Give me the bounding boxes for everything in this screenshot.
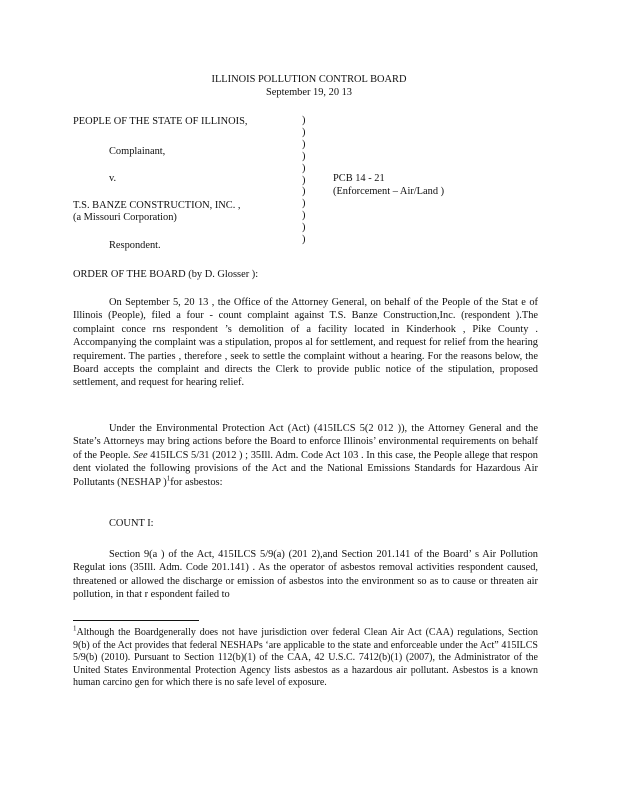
order-heading: ORDER OF THE BOARD (by D. Glosser ): [73, 269, 259, 280]
footnote-divider [73, 620, 199, 621]
footnote-ref: 1 [166, 474, 171, 483]
caption-paren: ) [302, 198, 306, 210]
caption-paren: ) [302, 234, 306, 246]
citation-text: 415ILCS 5/31 (2012 ) ; 35Ill. Adm. Code [147, 449, 323, 461]
caption-paren: ) [302, 115, 306, 126]
footnote [73, 624, 538, 690]
caption-paren: ) [302, 210, 306, 222]
caption-versus: v. [109, 173, 117, 184]
paragraph-count-1: Section 9(a ) of the Act, 415ILCS 5/9(a) (201 2),and Section 201.141 of the Board’ s Air Pollution Regulat ions (35Ill. Adm. Code 201.141) . As the operator of asbestos removal activities respondent caused, threatened or allowed the discharge or emission of asbestos into the environment so as to cause or threaten air pollution, in that r espondent failed to [73, 549, 538, 601]
citation-see: See [133, 449, 148, 461]
paragraph-2-end: asbestos: [184, 476, 223, 488]
caption-defendant-role: Respondent. [109, 240, 161, 251]
footnote-marker: 1 [73, 624, 77, 633]
caption-paren: ) [302, 138, 306, 150]
paragraph-2-for: for [170, 476, 183, 488]
paragraph-2-text: Under the Environmental Protection Act (Act) (415ILCS 5(2 012 )), the Attorney General and the State’s Attorneys may bring actions before the Board to enforce Illinois’ environmental requirements on behalf of the People. [73, 423, 538, 461]
caption-paren: ) [302, 174, 306, 186]
case-type: (Enforcement – Air/Land ) [333, 186, 445, 197]
caption-parentheses [302, 115, 305, 246]
caption-paren: ) [302, 150, 306, 162]
order-date: September 19, 20 13 [266, 87, 352, 98]
caption-paren: ) [302, 222, 306, 234]
caption-paren: ) [302, 186, 306, 198]
caption-paren: ) [302, 126, 306, 138]
footnote-text: Although the Boardgenerally does not have jurisdiction over federal Clean Air Act (CAA) regulations, Section 9(b) of the Act provides that federal NESHAPs ‘are applicable to the state and enforceable under the Act” 415ILCS 5/9(b) (2010). Pursuant to Section 112(b)(1) of the CAA, 42 U.S.C. 7412(b)(1) (2007), the Administrator of the United States Environmental Protection Agency lists asbestos as a hazardous air pollutant. Asbestos is a known human carcino gen for which there is no safe level of exposure. [73, 627, 538, 689]
board-name: ILLINOIS POLLUTION CONTROL BOARD [211, 74, 407, 85]
caption-plaintiff-role: Complainant, [109, 146, 166, 157]
paragraph-1: On September 5, 20 13 , the Office of the Attorney General, on behalf of the People of the Stat e of Illinois (People), filed a four - count complaint against T.S. Banze Construction,Inc. (respondent ).The complaint conce rns respondent ’s demolition of a facility located in Kinderhook , Pike County . Accompanying the complaint was a stipulation, propos al for settlement, and request for relief from the hearing requirement. The parties , therefore , seek to settle the complaint without a hearing. For the reasons below, the Board accepts the complaint and directs the Clerk to provide public notice of the stipulation, proposed settlement, and request for hearing relief. [73, 297, 538, 389]
paragraph-2 [73, 422, 538, 489]
case-number: PCB 14 - 21 [333, 173, 385, 184]
caption-plaintiff: PEOPLE OF THE STATE OF ILLINOIS, [73, 116, 248, 127]
caption-paren: ) [302, 162, 306, 174]
caption-defendant: T.S. BANZE CONSTRUCTION, INC. , [73, 200, 241, 211]
count-heading: COUNT I: [109, 518, 154, 529]
paragraph-2-cont: Act 103 . In this case, the People allege that respon dent violated the following provisions of the Act and the National Emissions Standards for Hazardous Air Pollutants (NESHAP ) [73, 449, 539, 488]
caption-defendant-note: (a Missouri Corporation) [73, 212, 177, 223]
